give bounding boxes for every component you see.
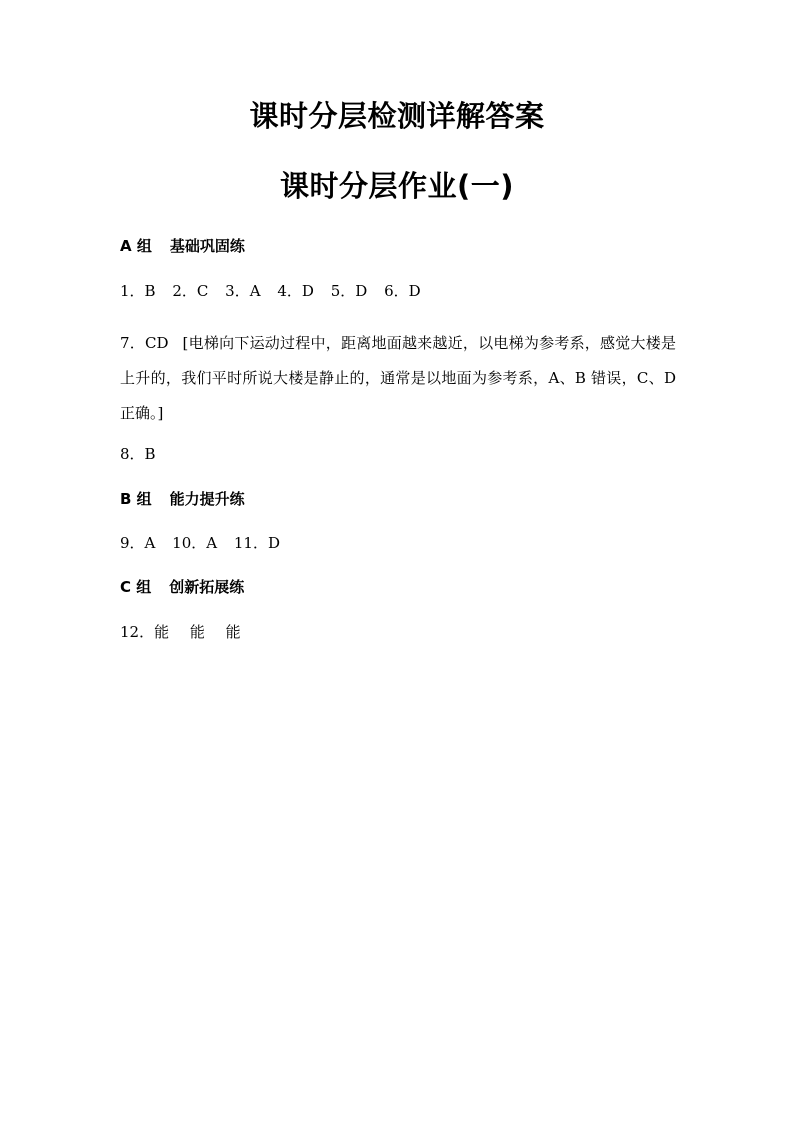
- group-c-letter: C 组: [120, 578, 152, 596]
- answer-item: 5．D: [330, 282, 368, 300]
- question-7-reason: [电梯向下运动过程中，距离地面越来越近，以电梯为参考系，感觉大楼是上升的，我们平时所说大楼是静止的，通常是以地面为参考系，A、B 错误，C、D 正确。]: [120, 334, 676, 422]
- answer-item: 4．D: [277, 282, 314, 300]
- group-b-title: 能力提升练: [169, 490, 245, 508]
- document-title: 课时分层检测详解答案: [249, 99, 545, 133]
- group-a-letter: A 组: [120, 237, 152, 255]
- question-12-first: 12．能: [120, 623, 170, 641]
- group-a-title: 基础巩固练: [169, 237, 245, 255]
- question-7-answer: 7．CD: [120, 334, 169, 352]
- group-b-answers: [120, 532, 680, 554]
- answer-item: 11．D: [233, 534, 280, 552]
- answer-item: 10．A: [172, 534, 218, 552]
- question-12-third: 能: [225, 623, 241, 641]
- group-b-letter: B 组: [120, 490, 152, 508]
- answer-item: 6．D: [384, 282, 421, 300]
- question-7-explanation: [120, 326, 676, 431]
- answer-item: 2．C: [172, 282, 209, 300]
- group-a-answers: [120, 280, 680, 302]
- document-subtitle: 课时分层作业(一): [279, 169, 514, 203]
- group-c-heading: [120, 576, 680, 598]
- question-12-second: 能: [189, 623, 205, 641]
- group-a-heading: [120, 235, 680, 257]
- answer-item: 3．A: [225, 282, 261, 300]
- answer-item: 1．B: [120, 282, 156, 300]
- question-12-answer: [120, 621, 680, 643]
- group-c-title: 创新拓展练: [169, 578, 245, 596]
- question-8-answer: 8．B: [120, 445, 156, 463]
- group-b-heading: [120, 488, 680, 510]
- answer-item: 9．A: [120, 534, 156, 552]
